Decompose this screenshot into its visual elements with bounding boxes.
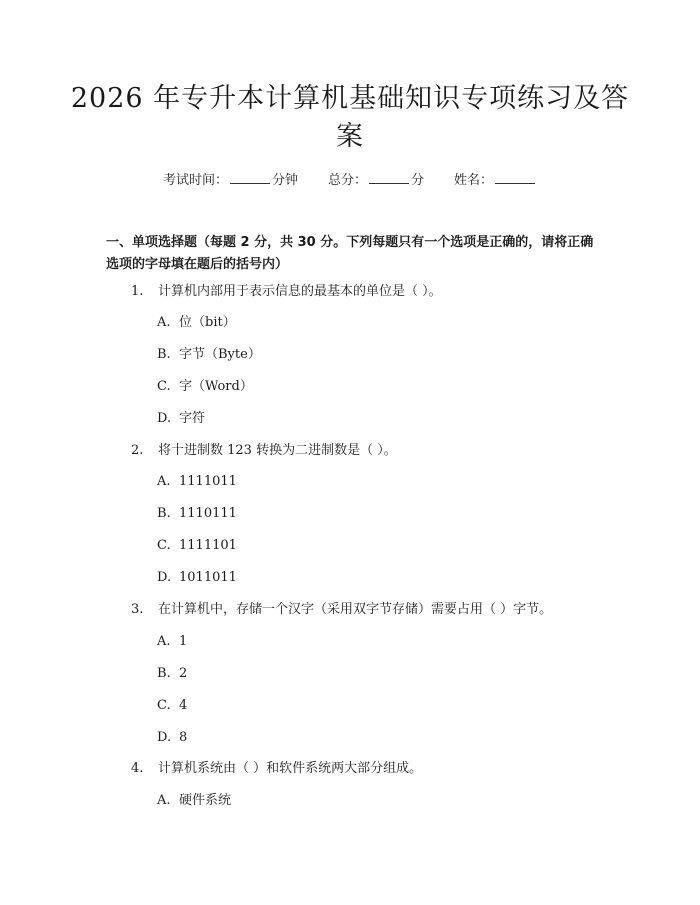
option-text: 硬件系统 <box>179 793 232 808</box>
option-letter: D. <box>157 570 172 585</box>
page-title <box>70 80 630 156</box>
option-text: 8 <box>179 730 188 745</box>
name-field <box>454 169 537 188</box>
option-text: 1111011 <box>179 474 237 489</box>
question-3 <box>131 601 552 619</box>
option-text: 1 <box>179 634 188 649</box>
option-item <box>157 633 187 651</box>
option-text: 字（Word） <box>179 379 253 394</box>
option-item <box>157 314 236 332</box>
option-item <box>157 410 205 428</box>
option-letter: D. <box>157 730 172 745</box>
exam-time-unit: 分钟 <box>271 173 298 188</box>
option-item <box>157 473 237 491</box>
exam-time-label: 考试时间： <box>162 173 228 188</box>
total-score-label: 总分： <box>327 173 367 188</box>
option-letter: B. <box>157 666 171 681</box>
option-text: 1011011 <box>179 570 237 585</box>
option-item <box>157 697 187 715</box>
question-1 <box>131 283 442 301</box>
question-text: 在计算机中，存储一个汉字（采用双字节存储）需要占用（ ）字节。 <box>158 602 553 617</box>
exam-time-field <box>163 169 298 188</box>
option-letter: D. <box>157 411 172 426</box>
option-text: 1111101 <box>179 538 237 553</box>
question-text: 将十进制数 123 转换为二进制数是（ ）。 <box>158 443 397 458</box>
option-item <box>157 346 261 364</box>
option-letter: A. <box>157 315 171 330</box>
total-score-blank <box>369 171 409 184</box>
option-letter: B. <box>157 506 171 521</box>
option-letter: A. <box>157 793 171 808</box>
option-item <box>157 378 253 396</box>
question-text: 计算机内部用于表示信息的最基本的单位是（ ）。 <box>158 284 442 299</box>
option-item <box>157 665 187 683</box>
option-letter: C. <box>157 538 171 553</box>
exam-meta <box>0 169 700 188</box>
option-item <box>157 537 237 555</box>
question-number: 1. <box>131 284 144 299</box>
question-number: 3. <box>131 602 144 617</box>
section-heading: 一、单项选择题（每题 2 分，共 30 分。下列每题只有一个选项是正确的，请将正确选项的字母填在题后的括号内） <box>106 235 594 272</box>
question-text: 计算机系统由（ ）和软件系统两大部分组成。 <box>158 761 423 776</box>
option-letter: C. <box>157 379 171 394</box>
option-item <box>157 792 231 810</box>
option-letter: A. <box>157 634 171 649</box>
option-text: 4 <box>179 698 188 713</box>
option-letter: C. <box>157 698 171 713</box>
question-number: 4. <box>131 761 144 776</box>
option-text: 字节（Byte） <box>179 347 261 362</box>
option-text: 位（bit） <box>179 315 236 330</box>
question-number: 2. <box>131 443 144 458</box>
title-line-1: 2026 年专升本计算机基础知识专项练习及答 <box>70 83 630 114</box>
name-blank <box>495 171 535 184</box>
option-letter: B. <box>157 347 171 362</box>
exam-time-blank <box>230 171 270 184</box>
name-label: 姓名： <box>454 173 494 188</box>
option-letter: A. <box>157 474 171 489</box>
total-score-field <box>328 169 424 188</box>
title-line-2: 案 <box>336 121 364 152</box>
option-text: 字符 <box>179 411 206 426</box>
question-2 <box>131 442 397 460</box>
option-text: 2 <box>179 666 188 681</box>
option-item <box>157 729 187 747</box>
option-text: 1110111 <box>179 506 237 521</box>
option-item <box>157 569 237 587</box>
total-score-unit: 分 <box>411 173 425 188</box>
option-item <box>157 505 237 523</box>
question-4 <box>131 760 422 778</box>
